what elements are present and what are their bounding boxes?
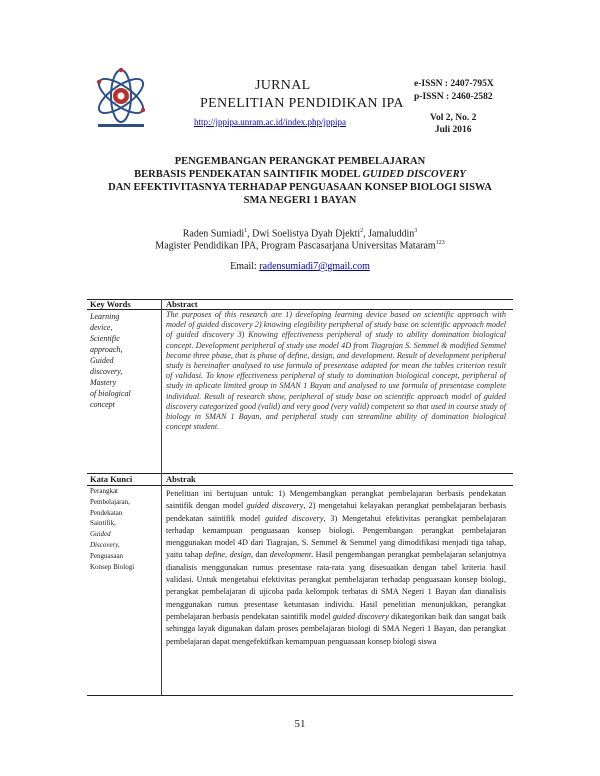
indonesian-keywords: [90, 486, 134, 572]
author-3: , Jamaluddin: [363, 228, 415, 240]
title-line2-prefix: BERBASIS PENDEKATAN SAINTIFIK MODEL: [134, 169, 363, 180]
journal-url-link[interactable]: http://jppipa.unram.ac.id/index.php/jppipa: [194, 117, 346, 127]
eissn: e-ISSN : 2407-795X: [414, 79, 494, 89]
keyword-item: Penguasaan: [90, 551, 124, 560]
page-number: 51: [294, 718, 306, 730]
affiliation-sup: 123: [435, 240, 445, 246]
english-abstract-text: The purposes of this research are 1) developing learning device based on scientific approach with model of guided discovery 2) knowing elegibility peripheral of study base on scientific approach model of guided discovery 3) Knowing effectiveness peripheral of study to ability domination biological concept. Development peripheral of study use model 4D from Tiagrajan S. Semmel & modified Semmel become three phase, that is phase of define, design, and development. Result of development peripheral study is hereinafter analysed to use formula of presentase adapted for mean the tables criterion result of validasi. To know effectiveness peripheral of study to domination biological concept, peripheral of study in aplicate limited group in SMAN 1 Bayan and analysed to use formula of presentase complete individual. Result of research show, peripheral of study base on scientific approach model of guided discovery categorized good (valid) and very good (very valid) competent so that used in course study of biology in SMAN 1 Bayan, and peripheral study can streamline ability of domination biological concept student.: [166, 310, 506, 432]
issue-date: Juli 2016: [434, 125, 472, 135]
keyword-item: Perangkat: [90, 487, 118, 495]
keywords-header: Key Words: [90, 299, 131, 309]
keyword-item: Discovery,: [90, 540, 120, 549]
keyword-item: Learning: [90, 312, 120, 321]
abstrak-italic: development: [269, 550, 312, 560]
keyword-item: discovery,: [90, 367, 123, 376]
volume-block: [430, 112, 476, 136]
keyword-item: Konsep Biologi: [90, 562, 135, 571]
title-line4: SMA NEGERI 1 BAYAN: [243, 195, 357, 206]
abstract-header: Abstract: [166, 299, 198, 309]
pissn: p-ISSN : 2460-2582: [414, 92, 493, 102]
table-rule-header-2: [87, 485, 513, 486]
author-2-sup: 2: [360, 228, 364, 234]
keyword-item: approach,: [90, 345, 123, 354]
kata-kunci-header: Kata Kunci: [90, 474, 133, 484]
journal-title-line2: PENELITIAN PENDIDIKAN IPA: [200, 96, 404, 111]
affiliation-text: Magister Pendidikan IPA, Program Pascasarjana Universitas Mataram: [155, 240, 436, 252]
keyword-item: device,: [90, 323, 113, 332]
keyword-item: Pendekatan: [90, 508, 123, 517]
abstrak-segment: , dan: [250, 550, 270, 560]
abstrak-segment: dikategorikan baik dan sangat baik sehingga layak digunakan dalam proses pembelajaran biologi di SMA Negeri 1 Bayan, dan perangkat pembelajaran dapat mengefektifkan kemampuan penguasaan konsep biologi siswa: [166, 611, 506, 646]
table-rule-mid: [87, 473, 513, 474]
title-line2-italic: GUIDED DISCOVERY: [362, 169, 466, 180]
table-column-divider-2: [161, 473, 162, 695]
author-email: [60, 261, 540, 272]
author-3-sup: 3: [414, 228, 418, 234]
keyword-item: Pembelajaran,: [90, 497, 130, 506]
abstrak-segment: . Hasil pengembangan perangkat pembelajaran selanjutnya dianalisis menggunakan rumus presentase rata-rata yang disesuaikan dengan tabel kriteria hasil validasi. Untuk mengetahui efektivitas perangkat pembelajaran terhadap penguasaan konsep biologi, perangkat pembelajaran di ujicoba pada kelompok terbatas di SMA Negeri 1 Bayan dan dianalisis menggunakan rumus presentase ketuntasan individu. Hasil penelitian menunjukkan, perangkat pembelajaran berbasis pendekatan saintifik model: [166, 550, 506, 621]
keyword-item: Scientific: [90, 334, 120, 343]
issn-block: [414, 78, 494, 104]
keyword-item: Mastery: [90, 378, 117, 387]
keyword-item: concept: [90, 400, 115, 409]
email-link[interactable]: radensumiadi7@gmail.com: [259, 261, 370, 272]
journal-logo-icon: [92, 66, 150, 132]
keyword-item: Saintifik,: [90, 519, 116, 528]
keyword-item: Guided: [90, 530, 111, 539]
atom-orbit-logo-icon: [92, 66, 150, 132]
keyword-item: Guided: [90, 356, 114, 365]
table-column-divider: [161, 299, 162, 473]
table-rule-top: [87, 299, 513, 300]
journal-title-line1: JURNAL: [255, 78, 311, 93]
abstrak-segment: ,: [225, 550, 230, 560]
volume-number: Vol 2, No. 2: [430, 113, 477, 123]
abstrak-italic: guided discovery: [246, 501, 304, 511]
title-line2: [60, 168, 540, 181]
indonesian-abstract-text: [166, 488, 506, 648]
title-line3: DAN EFEKTIVITASNYA TERHADAP PENGUASAAN KONSEP BIOLOGI SISWA: [108, 182, 492, 193]
abstrak-segment: , 2) mengetahui kelayakan perangkat pembelajaran berbasis pendekatan saintifik model: [166, 501, 507, 523]
abstrak-segment: , 3) Mengetahui efektivitas perangkat pembelajaran terhadap kemampuan penguasaan konsep biologi. Pengembangan perangkat pembelajaran menggunakan model 4D dari Tiagrajan, S. Semmel & Semmel yang dimodifikasi menjadi tiga tahap, yaitu tahap: [166, 513, 506, 560]
abstrak-segment: Penelitian ini bertujuan untuk: 1) Mengembangkan perangkat pembelajaran berbasis pendekatan saintifik dengan model: [166, 489, 506, 511]
journal-title: [200, 77, 404, 113]
author-1-sup: 1: [244, 228, 248, 234]
table-rule-bottom: [87, 695, 513, 696]
abstrak-italic: design: [229, 550, 251, 560]
keyword-item: of biological: [90, 389, 131, 398]
abstrak-italic: guided discovery: [265, 513, 324, 523]
author-list: [60, 228, 540, 239]
title-line1: PENGEMBANGAN PERANGKAT PEMBELAJARAN: [174, 156, 426, 167]
paper-title: [60, 155, 540, 207]
author-2: , Dwi Soelistya Dyah Djekti: [247, 228, 361, 240]
affiliation: [60, 240, 540, 251]
author-1: Raden Sumiadi: [182, 228, 245, 240]
email-label: Email:: [230, 261, 260, 272]
english-keywords: [90, 311, 131, 410]
abstrak-header: Abstrak: [166, 474, 196, 484]
abstrak-italic: define: [205, 550, 226, 560]
abstrak-italic: guided discovery: [332, 611, 389, 621]
